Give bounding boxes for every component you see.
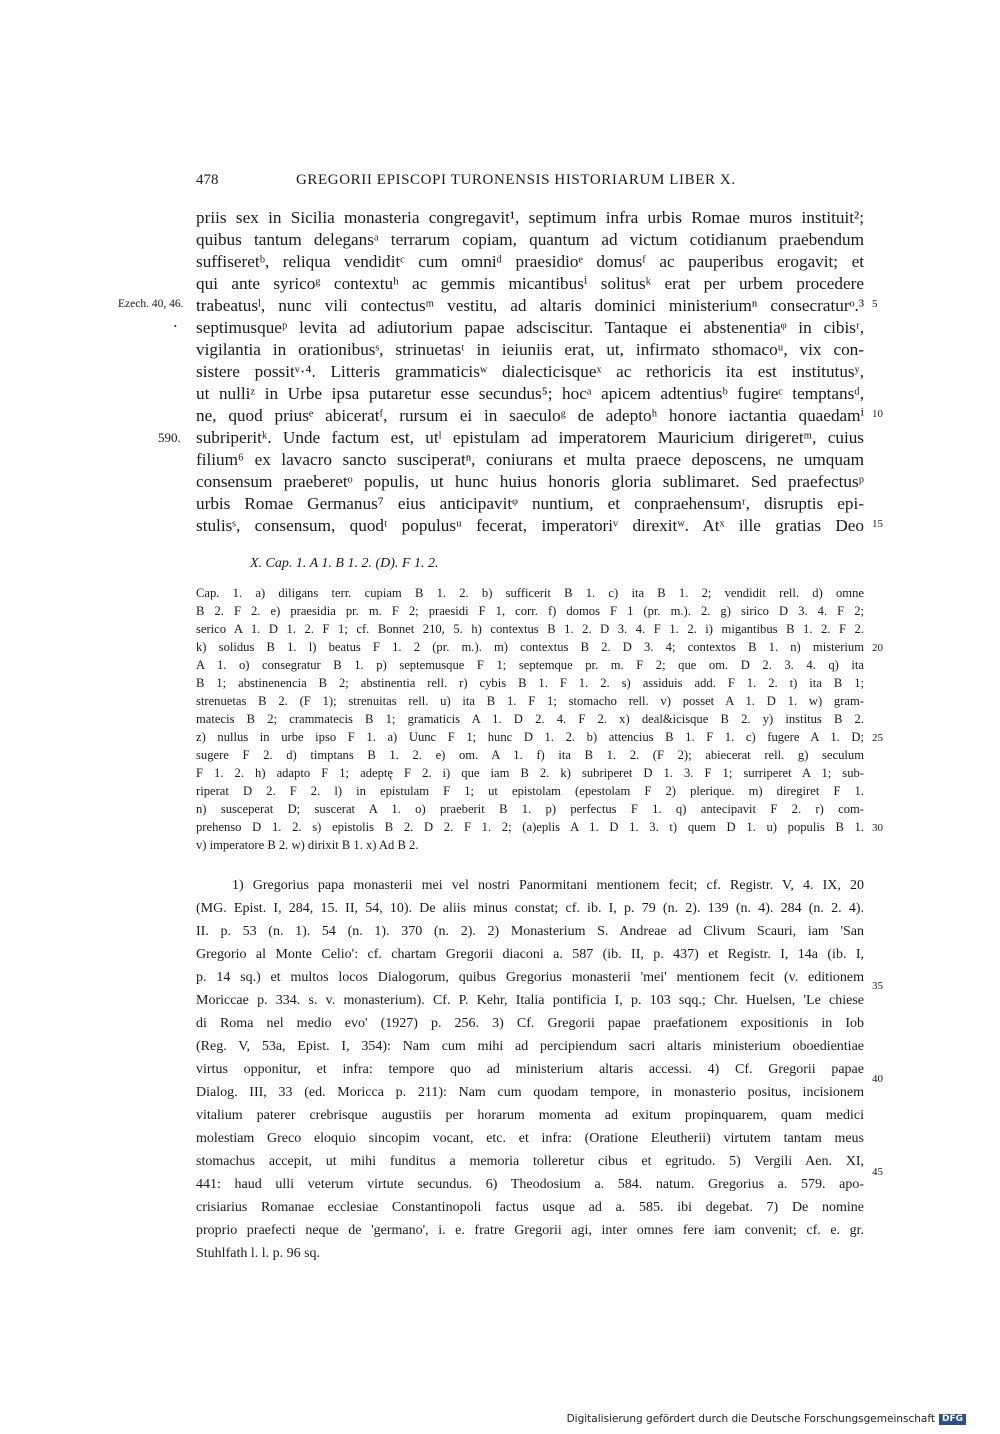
apparatus-line: riperat D 2. F 2. l) in epistulam F 1; ut epistolam (epestolam F 2) plerique. m) diregiret F 1. — [196, 784, 864, 798]
body-line: subriperitᵏ. Unde factum est, utˡ epistulam ad imperatorem Mauricium dirigeretᵐ, cuius — [196, 428, 864, 447]
body-line: qui ante syricoᵍ contextuʰ ac gemmis micantibusⁱ solitusᵏ erat per urbem procedere — [196, 274, 864, 293]
body-line: stulisˢ, consensum, quodᵗ populusᵘ fecerat, imperatoriᵛ direxitʷ. Atˣ ille gratias Deo — [196, 516, 864, 535]
body-line: sistere possitᵛ·⁴. Litteris grammaticisʷ dialecticisqueˣ ac rethoricis ita est institutusʸ, — [196, 362, 864, 381]
body-line: ne, quod priusᵉ abiceratᶠ, rursum ei in saeculoᵍ de adeptoʰ honore iactantia quaedamⁱ — [196, 406, 864, 425]
margin-reference-ezech: Ezech. 40, 46. — [118, 298, 184, 310]
footnote-line: stomachus accepit, ut mihi funditus a memoria tolleretur cibus et egritudo. 5) Vergili Aen. XI, — [196, 1154, 864, 1169]
credit-text: Digitalisierung gefördert durch die Deutsche Forschungsgemeinschaft — [566, 1413, 935, 1425]
page-number: 478 — [196, 172, 219, 188]
line-number: 15 — [872, 518, 883, 530]
body-line: vigilantia in orationibusˢ, strinuetasᵗ in ieiuniis erat, ut, infirmato sthomacoᵘ, vix con- — [196, 340, 864, 359]
apparatus-line: B 2. F 2. e) praesidia pr. m. F 2; praesidi F 1, corr. f) domos F 1 (pr. m.). 2. g) sirico D 3. 4. F 2; — [196, 604, 864, 618]
line-number: 30 — [872, 822, 883, 834]
body-line: urbis Romae Germanus⁷ eius anticipavitᵠ nuntium, et conpraehensumʳ, disruptis epi- — [196, 494, 864, 513]
body-line: septimusqueᵖ levita ad adiutorium papae adsciscitur. Tantaque ei abstenentiaᵠ in cibisʳ, — [196, 318, 864, 337]
body-line: suffiseretᵇ, reliqua vendiditᶜ cum omniᵈ praesidioᵉ domusᶠ ac pauperibus erogavit; et — [196, 252, 864, 271]
body-line: trabeatusˡ, nunc vili contectusᵐ vestitu, ad altaris dominici ministeriumⁿ consecraturᵒ.³ — [196, 296, 864, 315]
line-number: 5 — [872, 298, 878, 310]
body-line: filium⁶ ex lavacro sancto susciperatⁿ, coniurans et multa praece deposcens, ne umquam — [196, 450, 864, 469]
apparatus-line: v) imperatore B 2. w) dirixit B 1. x) Ad B 2. — [196, 838, 419, 852]
apparatus-heading: X. Cap. 1. A 1. B 1. 2. (D). F 1. 2. — [250, 556, 439, 571]
apparatus-line: n) susceperat D; suscerat A 1. o) praeberit B 1. p) perfectus F 1. q) antecipavit F 2. r) com- — [196, 802, 864, 816]
line-number: 45 — [872, 1166, 883, 1178]
footnote-line: Dialog. III, 33 (ed. Moricca p. 211): Nam cum quodam tempore, in monasterio positus, incisionem — [196, 1085, 864, 1100]
apparatus-line: F 1. 2. h) adapto F 1; adeptę F 2. i) que iam B 2. k) subriperet D 1. 3. F 1; surriperet A 1; sub- — [196, 766, 864, 780]
apparatus-line: z) nullus in urbe ipso F 1. a) Uunc F 1; hunc D 1. 2. b) attencius B 1. F 1. c) fugere A 1. D; — [196, 730, 864, 744]
footnote-line: 1) Gregorius papa monasterii mei vel nostri Panormitani mentionem fecit; cf. Registr. V, 4. IX, 20 — [232, 878, 864, 893]
digitization-credit — [567, 1413, 966, 1425]
body-line: ut nulliᶻ in Urbe ipsa putaretur esse secundus⁵; hocᵃ apicem adtentiusᵇ fugireᶜ temptansᵈ, — [196, 384, 864, 403]
apparatus-line: strenuetas B 2. (F 1); strenuitas rell. u) ita B 1. F 1; stomacho rell. v) posset A 1. D 1. w) gram- — [196, 694, 864, 708]
running-head: GREGORII EPISCOPI TURONENSIS HISTORIARUM LIBER X. — [296, 172, 736, 188]
apparatus-line: matecis B 2; crammatecis B 1; gramaticis A 1. D 2. 4. F 2. x) deal&icisque B 2. y) institus B 2. — [196, 712, 864, 726]
footnote-line: Stuhlfath l. l. p. 96 sq. — [196, 1246, 321, 1261]
apparatus-line: sugere F 2. d) timptans B 1. 2. e) om. A 1. f) ita B 1. 2. (F 2); abiecerat rell. g) seculum — [196, 748, 864, 762]
footnote-line: (MG. Epist. I, 284, 15. II, 54, 10). De aliis minus constat; cf. ib. I, p. 79 (n. 2). 139 (n. 4). 284 (n. 2. 4). — [196, 901, 864, 916]
margin-mark-icon: • — [174, 322, 177, 331]
footnote-line: di Roma nel medio evo' (1927) p. 256. 3) Cf. Gregorii papae praefationem expositionis in Iob — [196, 1016, 864, 1031]
footnote-line: Gregorio al Monte Celio': cf. chartam Gregorii diaconi a. 587 (ib. II, p. 437) et Registr. I, 14a (ib. I, — [196, 947, 864, 962]
body-line: priis sex in Sicilia monasteria congregavit¹, septimum infra urbis Romae muros instituit²; — [196, 208, 864, 227]
footnote-line: p. 14 sq.) et multos locos Dialogorum, quibus Gregorius monasterii 'mei' mentionem fecit (v. editionem — [196, 970, 864, 985]
footnote-line: proprio praefecti neque de 'germano', i. e. fratre Gregorii agi, inter omnes fere iam convenit; cf. e. gr. — [196, 1223, 864, 1238]
footnote-line: Moriccae p. 334. s. v. monasterium). Cf. P. Kehr, Italia pontificia I, p. 103 sqq.; Chr. Huelsen, 'Le chiese — [196, 993, 864, 1008]
footnote-line: II. p. 53 (n. 1). 54 (n. 1). 370 (n. 2). 2) Monasterium S. Andreae ad Clivum Scauri, iam 'San — [196, 924, 864, 939]
line-number: 20 — [872, 642, 883, 654]
apparatus-line: Cap. 1. a) diligans terr. cupiam B 1. 2. b) sufficerit B 1. c) ita B 1. 2; vendidit rell. d) omne — [196, 586, 864, 600]
footnote-line: 441: haud ulli veterum virtute secundus. 6) Theodosium a. 584. natum. Gregorius a. 579. apo- — [196, 1177, 864, 1192]
dfg-logo-icon: DFG — [939, 1414, 966, 1425]
footnote-line: (Reg. V, 53a, Epist. I, 354): Nam cum mihi ad percipiendum sacri altaris ministerium oboedientiae — [196, 1039, 864, 1054]
line-number: 35 — [872, 980, 883, 992]
margin-year: 590. — [158, 430, 181, 445]
footnote-line: crisiarius Romanae ecclesiae Constantinopoli factus usque ad a. 585. ibi degebat. 7) De nomine — [196, 1200, 864, 1215]
body-line: consensum praeberetᵒ populis, ut hunc huius honoris gloria sublimaret. Sed praefectusᵖ — [196, 472, 864, 491]
footnote-line: molestiam Greco eloquio sincopim vocant, etc. et infra: (Oratione Eleutherii) virtutem tantam meus — [196, 1131, 864, 1146]
apparatus-line: B 1; abstinenencia B 2; abstinentia rell. r) cybis B 1. F 1. 2. s) assiduis add. F 1. 2. t) ita B 1; — [196, 676, 864, 690]
apparatus-line: prehenso D 1. 2. s) epistolis B 2. D 2. F 1. 2; (a)eplis A 1. D 1. 3. t) quem D 1. u) populis B 1. — [196, 820, 864, 834]
body-line: quibus tantum delegansᵃ terrarum copiam, quantum ad victum cotidianum praebendum — [196, 230, 864, 249]
apparatus-line: k) solidus B 1. l) beatus F 1. 2 (pr. m.). m) contextus B 2. D 3. 4; contextos B 1. n) misterium — [196, 640, 864, 654]
apparatus-line: serico A 1. D 1. 2. F 1; cf. Bonnet 210, 5. h) contextus B 1. 2. D 3. 4. F 1. 2. i) migantibus B 1. 2. F 2. — [196, 622, 864, 636]
footnote-line: vitalium paterer crebrisque augustiis per horarum momenta ad exitum propinquarem, quam medici — [196, 1108, 864, 1123]
footnote-line: virtus opponitur, et infra: tempore quo ad ministerium altaris accessi. 4) Cf. Gregorii papae — [196, 1062, 864, 1077]
line-number: 40 — [872, 1073, 883, 1085]
line-number: 10 — [872, 408, 883, 420]
apparatus-line: A 1. o) consegratur B 1. p) septemusque F 1; septemque pr. m. F 2; que om. D 2. 3. 4. q) ita — [196, 658, 864, 672]
line-number: 25 — [872, 732, 883, 744]
